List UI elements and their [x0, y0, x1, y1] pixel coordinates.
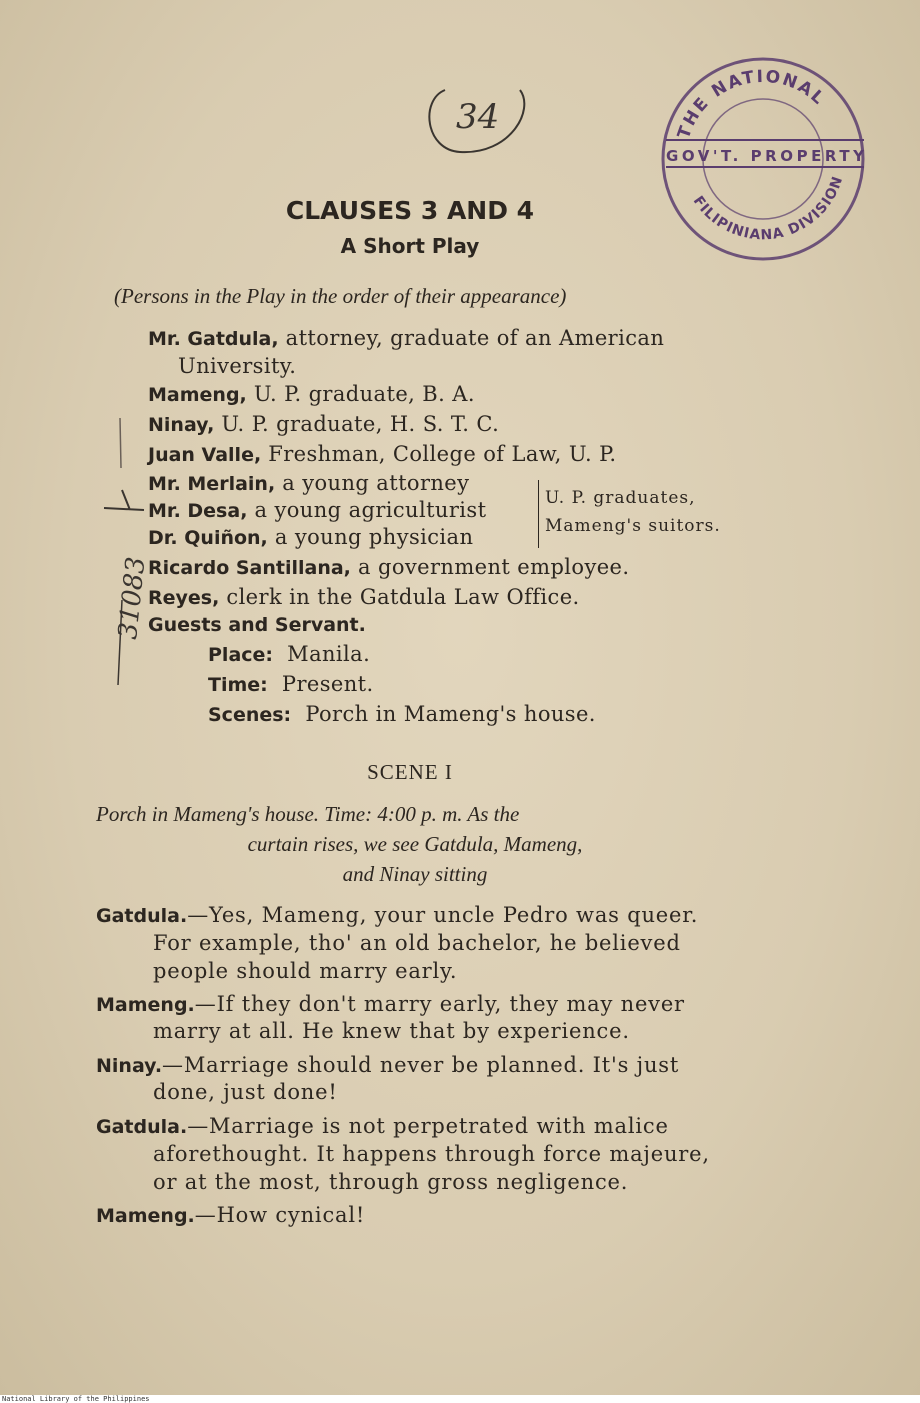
speaker-name: Gatdula.: [96, 905, 188, 927]
cast-desc: a young attorney: [282, 471, 470, 495]
setting-value: Present.: [281, 672, 374, 696]
scene-heading: SCENE I: [367, 760, 453, 784]
setting-label: Time:: [208, 674, 268, 696]
dialogue-line: or at the most, through gross negligence.: [153, 1170, 629, 1194]
setting-label: Scenes:: [208, 704, 292, 726]
suitors-note-line: Mameng's suitors.: [545, 516, 721, 536]
cast-desc: U. P. graduate, B. A.: [253, 382, 475, 406]
stage-direction-line: Porch in Mameng's house. Time: 4:00 p. m. As the: [96, 802, 520, 826]
suitors-note-line: U. P. graduates,: [545, 488, 696, 508]
speaker-name: Mameng.: [96, 1205, 195, 1227]
cast-desc: U. P. graduate, H. S. T. C.: [221, 412, 500, 436]
cast-name: Mr. Merlain,: [148, 473, 276, 495]
margin-note-text: 31083: [113, 555, 152, 641]
dialogue-line: For example, tho' an old bachelor, he believed: [153, 931, 681, 955]
cast-desc: a young physician: [274, 525, 474, 549]
cast-name: Juan Valle,: [148, 444, 262, 466]
cast-desc: clerk in the Gatdula Law Office.: [226, 585, 580, 609]
dialogue-line: Ninay.—Marriage should never be planned. It's just: [96, 1053, 680, 1077]
cast-name: Ninay,: [148, 414, 215, 436]
dialogue-line: done, just done!: [153, 1080, 338, 1104]
dialogue-line: Mameng.—How cynical!: [96, 1203, 366, 1227]
dialogue-line: Gatdula.—Marriage is not perpetrated with malice: [96, 1114, 669, 1138]
cast-desc: Freshman, College of Law, U. P.: [268, 442, 617, 466]
dialogue-line: Mameng.—If they don't marry early, they may never: [96, 992, 685, 1016]
stage-direction-line: curtain rises, we see Gatdula, Mameng,: [247, 832, 583, 856]
setting-value: Porch in Mameng's house.: [305, 702, 596, 726]
footer-credit: National Library of the Philippines: [2, 1395, 150, 1403]
speaker-name: Ninay.: [96, 1055, 163, 1077]
speaker-name: Mameng.: [96, 994, 195, 1016]
dialogue-line: people should marry early.: [153, 959, 458, 983]
cast-desc: a government employee.: [357, 555, 630, 579]
persons-intro: (Persons in the Play in the order of their appearance): [114, 284, 567, 308]
speaker-name: Gatdula.: [96, 1116, 188, 1138]
cast-name: Reyes,: [148, 587, 220, 609]
setting-label: Place:: [208, 644, 274, 666]
play-subtitle: A Short Play: [340, 234, 480, 258]
cast-name: Guests and Servant.: [148, 614, 366, 636]
dialogue-line: marry at all. He knew that by experience.: [153, 1019, 630, 1043]
stamp-middle-text: GOV'T. PROPERTY: [666, 147, 864, 165]
play-title: CLAUSES 3 AND 4: [285, 196, 535, 225]
cast-desc: attorney, graduate of an American: [285, 326, 665, 350]
cast-name: Mameng,: [148, 384, 247, 406]
dialogue-line: aforethought. It happens through force majeure,: [153, 1142, 710, 1166]
cast-desc: a young agriculturist: [254, 498, 487, 522]
stamp-bottom-text: FILIPINIANA DIVISION: [689, 173, 847, 244]
page-number-text: 34: [456, 97, 500, 137]
dialogue-line: Gatdula.—Yes, Mameng, your uncle Pedro was queer.: [96, 903, 699, 927]
stamp-top-text: THE NATIONAL: [673, 66, 830, 142]
cast-name: Mr. Desa,: [148, 500, 248, 522]
stage-direction-line: and Ninay sitting: [342, 862, 488, 886]
cast-desc: University.: [178, 354, 297, 378]
cast-name: Mr. Gatdula,: [148, 328, 279, 350]
cast-name: Ricardo Santillana,: [148, 557, 351, 579]
setting-value: Manila.: [287, 642, 371, 666]
cast-name: Dr. Quiñon,: [148, 527, 268, 549]
